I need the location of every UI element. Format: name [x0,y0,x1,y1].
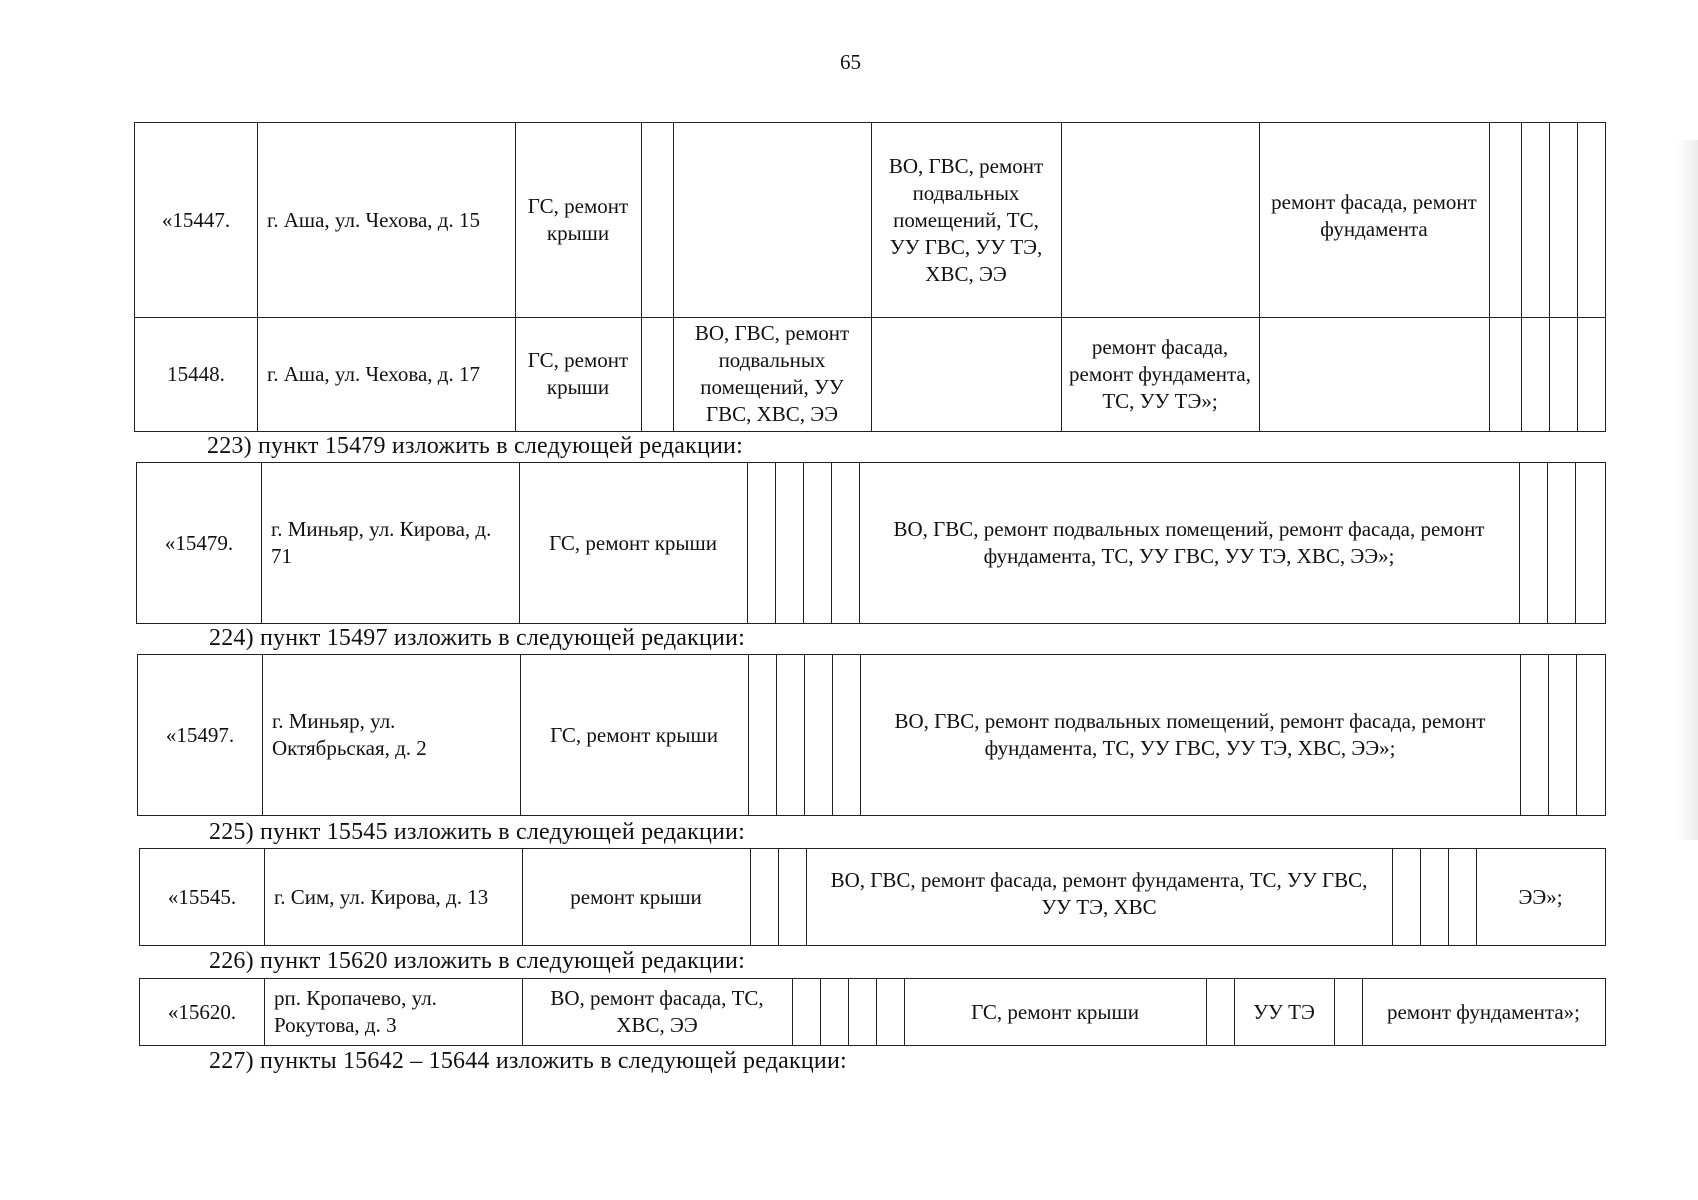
row-number: 15448. [167,361,225,386]
row-number: «15497. [165,722,235,747]
works-cell: УУ ТЭ [1253,999,1315,1024]
table-15447-15448 [134,122,1606,432]
works-cell: ЭЭ»; [1518,884,1563,909]
address-cell: рп. Кропачево, ул. Рокутова, д. 3 [274,986,437,1037]
works-cell: ВО, ГВС, ремонт подвальных помещений, ремонт фасада, ремонт фундамента, ТС, УУ ГВС, УУ ТЭ, ХВС, ЭЭ»; [893,517,1485,568]
row-number: «15620. [167,999,237,1024]
paragraph-224: 224) пункт 15497 изложить в следующей редакции: [209,625,745,651]
address-cell: г. Аша, ул. Чехова, д. 15 [267,207,480,232]
works-cell: ВО, ГВС, ремонт подвальных помещений, ТС, УУ ГВС, УУ ТЭ, ХВС, ЭЭ [888,153,1044,286]
paragraph-226: 226) пункт 15620 изложить в следующей редакции: [209,948,745,974]
works-cell: ВО, ремонт фасада, ТС, ХВС, ЭЭ [550,986,764,1037]
works-cell [1259,317,1489,431]
works-cell: ремонт крыши [570,884,702,909]
works-cell: ВО, ГВС, ремонт подвальных помещений, ремонт фасада, ремонт фундамента, ТС, УУ ГВС, УУ ТЭ, ХВС, ЭЭ»; [894,709,1486,760]
address-cell: г. Миньяр, ул. Октябрьская, д. 2 [272,709,427,760]
row-number: «15447. [161,207,231,232]
works-cell: ГС, ремонт крыши [971,999,1139,1024]
works-cell: ГС, ремонт крыши [527,194,629,245]
row-number: «15479. [164,530,234,555]
scan-edge-artifact [1676,140,1698,840]
row-number: «15545. [167,884,237,909]
works-cell: ГС, ремонт крыши [527,348,629,399]
table-15497 [137,654,1606,816]
table-15545 [139,848,1606,946]
works-cell: ГС, ремонт крыши [550,722,718,747]
works-cell [673,123,871,317]
works-cell: ремонт фасада, ремонт фундамента, ТС, УУ ТЭ»; [1069,334,1251,413]
address-cell: г. Аша, ул. Чехова, д. 17 [267,361,480,386]
address-cell: г. Сим, ул. Кирова, д. 13 [274,884,489,909]
paragraph-225: 225) пункт 15545 изложить в следующей редакции: [209,819,745,845]
works-cell: ремонт фундамента»; [1386,999,1581,1024]
works-cell: ВО, ГВС, ремонт подвальных помещений, УУ ГВС, ХВС, ЭЭ [694,321,850,426]
works-cell: ГС, ремонт крыши [549,530,717,555]
address-cell: г. Миньяр, ул. Кирова, д. 71 [271,517,492,568]
paragraph-223: 223) пункт 15479 изложить в следующей редакции: [207,433,743,459]
works-cell [1061,123,1259,317]
table-15479 [136,462,1606,624]
paragraph-227: 227) пункты 15642 – 15644 изложить в следующей редакции: [209,1048,847,1074]
works-cell [871,317,1061,431]
table-15620 [139,978,1606,1046]
page-number: 65 [840,50,861,74]
works-cell: ВО, ГВС, ремонт фасада, ремонт фундамента, ТС, УУ ГВС, УУ ТЭ, ХВС [830,868,1368,919]
works-cell: ремонт фасада, ремонт фундамента [1271,190,1477,241]
